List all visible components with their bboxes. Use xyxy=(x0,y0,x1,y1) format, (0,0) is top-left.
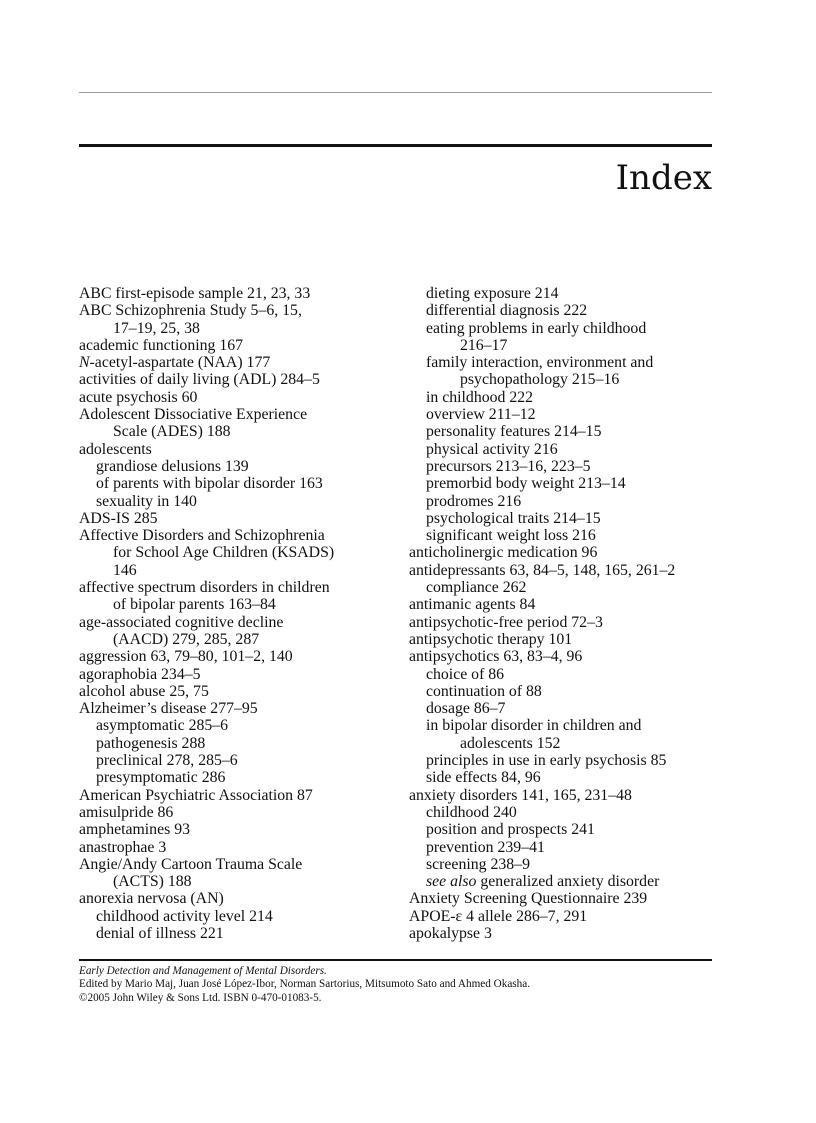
entry-text: prevention 239–41 xyxy=(426,838,545,856)
entry-text: sexuality in 140 xyxy=(96,492,197,510)
entry-text: 146 xyxy=(113,561,137,579)
index-subentry xyxy=(409,579,729,596)
entry-text: significant weight loss 216 xyxy=(426,527,596,545)
entry-text: childhood 240 xyxy=(426,803,517,821)
index-subentry xyxy=(79,925,397,942)
index-entry xyxy=(79,544,397,561)
index-subentry xyxy=(409,666,729,683)
entry-text: academic functioning 167 xyxy=(79,336,244,354)
index-entry xyxy=(79,337,397,354)
index-subentry xyxy=(409,389,729,406)
footnote xyxy=(79,965,719,1005)
footnote-copyright: ©2005 John Wiley & Sons Ltd. ISBN 0-470-01083-5. xyxy=(79,991,322,1004)
entry-text: of bipolar parents 163–84 xyxy=(113,596,276,614)
index-entry xyxy=(409,890,729,907)
index-entry xyxy=(79,821,397,838)
entry-text: adolescents 152 xyxy=(460,734,561,752)
index-subentry xyxy=(79,769,397,786)
index-subentry xyxy=(409,441,729,458)
index-subentry xyxy=(409,735,729,752)
entry-text: ABC first-episode sample 21, 23, 33 xyxy=(79,285,311,302)
index-subentry xyxy=(409,873,729,890)
index-entry xyxy=(79,787,397,804)
index-entry xyxy=(409,925,729,942)
index-subentry xyxy=(409,804,729,821)
index-subentry xyxy=(409,458,729,475)
entry-text: grandiose delusions 139 xyxy=(96,457,249,475)
entry-text: generalized anxiety disorder xyxy=(476,873,660,891)
entry-text: anxiety disorders 141, 165, 231–48 xyxy=(409,786,632,804)
index-subentry xyxy=(409,769,729,786)
index-subentry xyxy=(409,302,729,319)
entry-text: Anxiety Screening Questionnaire 239 xyxy=(409,890,648,908)
entry-text: amisulpride 86 xyxy=(79,803,174,821)
entry-text: of parents with bipolar disorder 163 xyxy=(96,475,323,493)
entry-text: antipsychotics 63, 83–4, 96 xyxy=(409,648,583,666)
entry-text: anastrophae 3 xyxy=(79,838,167,856)
index-entry xyxy=(79,406,397,423)
entry-text: acute psychosis 60 xyxy=(79,388,198,406)
entry-text: affective spectrum disorders in children xyxy=(79,579,330,597)
entry-text: Affective Disorders and Schizophrenia xyxy=(79,527,325,545)
index-entry xyxy=(409,648,729,665)
page-title: Index xyxy=(615,158,712,198)
entry-text: aggression 63, 79–80, 101–2, 140 xyxy=(79,648,293,666)
entry-text: adolescents xyxy=(79,440,152,458)
entry-text: Adolescent Dissociative Experience xyxy=(79,406,308,424)
entry-text: principles in use in early psychosis 85 xyxy=(426,752,667,770)
index-entry xyxy=(79,856,397,873)
index-subentry xyxy=(409,717,729,734)
entry-text: Scale (ADES) 188 xyxy=(113,423,231,441)
entry-text: anorexia nervosa (AN) xyxy=(79,890,224,908)
entry-text: presymptomatic 286 xyxy=(96,769,226,787)
index-entry xyxy=(79,285,397,302)
index-subentry xyxy=(409,821,729,838)
index-entry xyxy=(409,544,729,561)
index-subentry xyxy=(409,683,729,700)
index-subentry xyxy=(409,527,729,544)
index-entry xyxy=(79,423,397,440)
index-subentry xyxy=(409,510,729,527)
index-entry xyxy=(409,596,729,613)
entry-text: 17–19, 25, 38 xyxy=(113,319,200,337)
footnote-rule xyxy=(79,959,712,961)
index-subentry xyxy=(409,371,729,388)
entry-text: antipsychotic therapy 101 xyxy=(409,630,573,648)
entry-text: antimanic agents 84 xyxy=(409,596,536,614)
entry-text: overview 211–12 xyxy=(426,406,536,424)
entry-text: alcohol abuse 25, 75 xyxy=(79,682,209,700)
index-subentry xyxy=(409,839,729,856)
index-subentry xyxy=(409,493,729,510)
entry-italic-prefix: N xyxy=(79,354,90,372)
entry-text: -acetyl-aspartate (NAA) 177 xyxy=(89,354,271,372)
index-entry xyxy=(79,683,397,700)
index-subentry xyxy=(409,752,729,769)
entry-text: activities of daily living (ADL) 284–5 xyxy=(79,371,320,389)
entry-text: childhood activity level 214 xyxy=(96,907,273,925)
entry-text: agoraphobia 234–5 xyxy=(79,665,201,683)
entry-text: ABC Schizophrenia Study 5–6, 15, xyxy=(79,302,302,320)
entry-text: for School Age Children (KSADS) xyxy=(113,544,335,562)
entry-text: continuation of 88 xyxy=(426,682,542,700)
entry-text: antipsychotic-free period 72–3 xyxy=(409,613,603,631)
entry-text: premorbid body weight 213–14 xyxy=(426,475,626,493)
entry-text: in childhood 222 xyxy=(426,388,534,406)
index-entry xyxy=(409,562,729,579)
index-entry xyxy=(409,908,729,925)
index-subentry xyxy=(79,475,397,492)
index-entry xyxy=(79,302,397,319)
index-entry xyxy=(79,839,397,856)
entry-text: denial of illness 221 xyxy=(96,924,224,942)
index-subentry xyxy=(79,458,397,475)
entry-text: choice of 86 xyxy=(426,665,505,683)
index-column-right xyxy=(409,285,729,942)
entry-text: side effects 84, 96 xyxy=(426,769,541,787)
entry-text: anticholinergic medication 96 xyxy=(409,544,598,562)
entry-text: (ACTS) 188 xyxy=(113,873,192,891)
index-subentry xyxy=(409,406,729,423)
index-entry xyxy=(79,631,397,648)
entry-text: (AACD) 279, 285, 287 xyxy=(113,630,260,648)
header-rule xyxy=(79,92,712,93)
index-entry xyxy=(409,631,729,648)
entry-text: family interaction, environment and xyxy=(426,354,654,372)
index-subentry xyxy=(409,423,729,440)
entry-text: ADS-IS 285 xyxy=(79,509,158,527)
entry-italic-prefix: see also xyxy=(426,873,477,891)
entry-text: American Psychiatric Association 87 xyxy=(79,786,313,804)
entry-text: in bipolar disorder in children and xyxy=(426,717,642,735)
index-entry xyxy=(79,354,397,371)
index-subentry xyxy=(409,320,729,337)
index-entry xyxy=(79,510,397,527)
entry-text: physical activity 216 xyxy=(426,440,558,458)
index-entry xyxy=(79,700,397,717)
index-subentry xyxy=(409,337,729,354)
entry-text: psychological traits 214–15 xyxy=(426,509,601,527)
entry-text: 216–17 xyxy=(460,336,508,354)
entry-text: asymptomatic 285–6 xyxy=(96,717,229,735)
index-entry xyxy=(79,648,397,665)
index-entry xyxy=(409,787,729,804)
index-entry xyxy=(79,596,397,613)
index-subentry xyxy=(79,908,397,925)
index-subentry xyxy=(409,856,729,873)
index-subentry xyxy=(409,285,729,302)
index-entry xyxy=(79,873,397,890)
entry-text: screening 238–9 xyxy=(426,855,530,873)
entry-text: amphetamines 93 xyxy=(79,821,190,839)
entry-text: position and prospects 241 xyxy=(426,821,595,839)
index-entry xyxy=(79,614,397,631)
footnote-editors: Edited by Mario Maj, Juan José López-Ibor, Norman Sartorius, Mitsumoto Sato and Ahmed Okasha. xyxy=(79,978,531,991)
index-entry xyxy=(79,562,397,579)
index-subentry xyxy=(409,354,729,371)
entry-text: antidepressants 63, 84–5, 148, 165, 261–2 xyxy=(409,561,676,579)
entry-text: precursors 213–16, 223–5 xyxy=(426,457,591,475)
index-entry xyxy=(409,614,729,631)
index-subentry xyxy=(79,752,397,769)
index-column-left xyxy=(79,285,397,942)
entry-text: APOE-ε 4 allele 286–7, 291 xyxy=(409,907,588,925)
entry-text: age-associated cognitive decline xyxy=(79,613,284,631)
entry-text: dosage 86–7 xyxy=(426,700,506,718)
entry-text: personality features 214–15 xyxy=(426,423,602,441)
index-entry xyxy=(79,371,397,388)
index-entry xyxy=(79,320,397,337)
index-entry xyxy=(79,890,397,907)
entry-text: preclinical 278, 285–6 xyxy=(96,752,238,770)
index-entry xyxy=(79,389,397,406)
index-entry xyxy=(79,804,397,821)
entry-text: compliance 262 xyxy=(426,579,527,597)
entry-text: Alzheimer’s disease 277–95 xyxy=(79,700,258,718)
entry-text: pathogenesis 288 xyxy=(96,734,206,752)
entry-text: differential diagnosis 222 xyxy=(426,302,588,320)
entry-text: dieting exposure 214 xyxy=(426,285,559,302)
index-entry xyxy=(79,441,397,458)
index-subentry xyxy=(79,735,397,752)
index-entry xyxy=(79,527,397,544)
index-subentry xyxy=(79,493,397,510)
index-subentry xyxy=(409,700,729,717)
index-subentry xyxy=(79,717,397,734)
entry-text: eating problems in early childhood xyxy=(426,319,647,337)
index-entry xyxy=(79,666,397,683)
footnote-book-title: Early Detection and Management of Mental Disorders. xyxy=(79,965,327,977)
entry-text: prodromes 216 xyxy=(426,492,522,510)
entry-text: psychopathology 215–16 xyxy=(460,371,620,389)
index-entry xyxy=(79,579,397,596)
entry-text: apokalypse 3 xyxy=(409,924,492,942)
entry-text: Angie/Andy Cartoon Trauma Scale xyxy=(79,855,303,873)
title-rule xyxy=(79,144,712,147)
index-subentry xyxy=(409,475,729,492)
